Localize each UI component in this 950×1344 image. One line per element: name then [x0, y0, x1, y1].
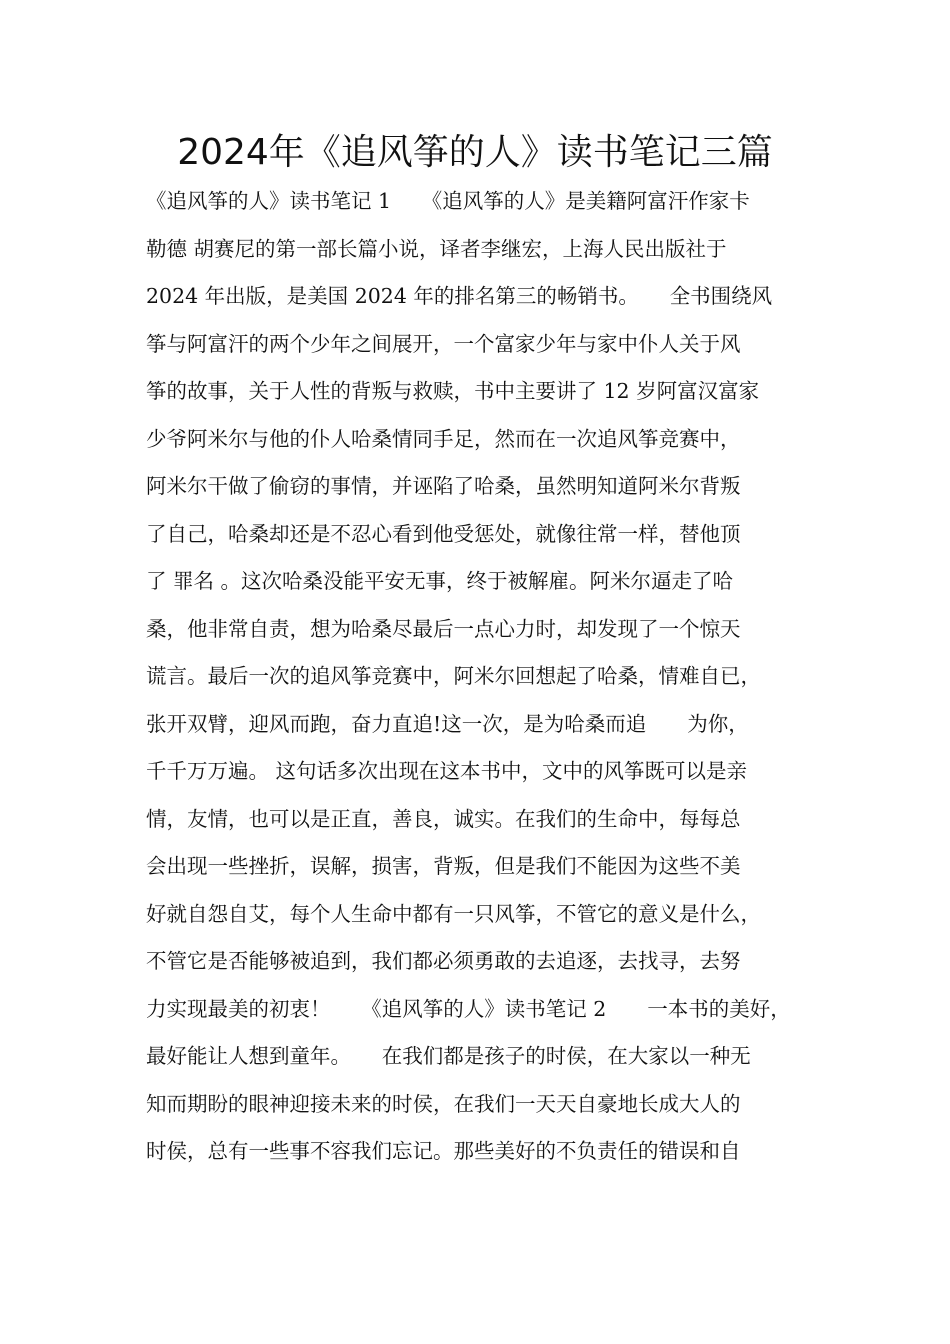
body-line: 少爷阿米尔与他的仆人哈桑情同手足，然而在一次追风筝竞赛中， — [146, 426, 741, 451]
body-line: 知而期盼的眼神迎接未来的时侯，在我们一天天自豪地长成大人的 — [146, 1091, 741, 1116]
body-line: 2024 年出版，是美国 2024 年的排名第三的畅销书。 全书围绕风 — [146, 284, 773, 308]
body-line: 谎言。最后一次的追风筝竞赛中，阿米尔回想起了哈桑，情难自已， — [146, 664, 761, 688]
body-line: 筝与阿富汗的两个少年之间展开，一个富家少年与家中仆人关于风 — [146, 331, 741, 356]
body-line: 会出现一些挫折，误解，损害，背叛，但是我们不能因为这些不美 — [146, 854, 741, 878]
document-body — [146, 182, 836, 1180]
body-line: 筝的故事，关于人性的背叛与救赎，书中主要讲了 12 岁阿富汉富家 — [146, 379, 760, 403]
body-line: 了 罪名 。这次哈桑没能平安无事，终于被解雇。阿米尔逼走了哈 — [146, 569, 734, 593]
body-line: 好就自怨自艾，每个人生命中都有一只风筝，不管它的意义是什么， — [146, 901, 761, 926]
body-line: 千千万万遍。 这句话多次出现在这本书中，文中的风筝既可以是亲 — [146, 759, 748, 783]
body-line: 最好能让人想到童年。 在我们都是孩子的时侯，在大家以一种无 — [146, 1044, 751, 1068]
document-title: 2024年《追风筝的人》读书笔记三篇 — [177, 132, 773, 173]
body-line: 情，友情，也可以是正直，善良，诚实。在我们的生命中，每每总 — [146, 806, 741, 831]
body-line: 《追风筝的人》读书笔记 1 《追风筝的人》是美籍阿富汗作家卡 — [146, 189, 750, 213]
body-line: 不管它是否能够被追到，我们都必须勇敢的去追逐，去找寻，去努 — [146, 949, 741, 973]
body-line: 勒德 胡赛尼的第一部长篇小说，译者李继宏，上海人民出版社于 — [146, 236, 727, 261]
body-line: 张开双臂，迎风而跑，奋力直追!这一次，是为哈桑而追 为你， — [146, 711, 749, 736]
body-line: 阿米尔干做了偷窃的事情，并诬陷了哈桑，虽然明知道阿米尔背叛 — [146, 474, 741, 498]
body-line: 了自己，哈桑却还是不忍心看到他受惩处，就像往常一样，替他顶 — [146, 521, 741, 546]
body-line: 桑，他非常自责，想为哈桑尽最后一点心力时，却发现了一个惊天 — [146, 616, 741, 641]
body-line: 时侯，总有一些事不容我们忘记。那些美好的不负责任的错误和自 — [146, 1139, 741, 1163]
body-line: 力实现最美的初衷！ 《追风筝的人》读书笔记 2 一本书的美好， — [146, 996, 791, 1021]
